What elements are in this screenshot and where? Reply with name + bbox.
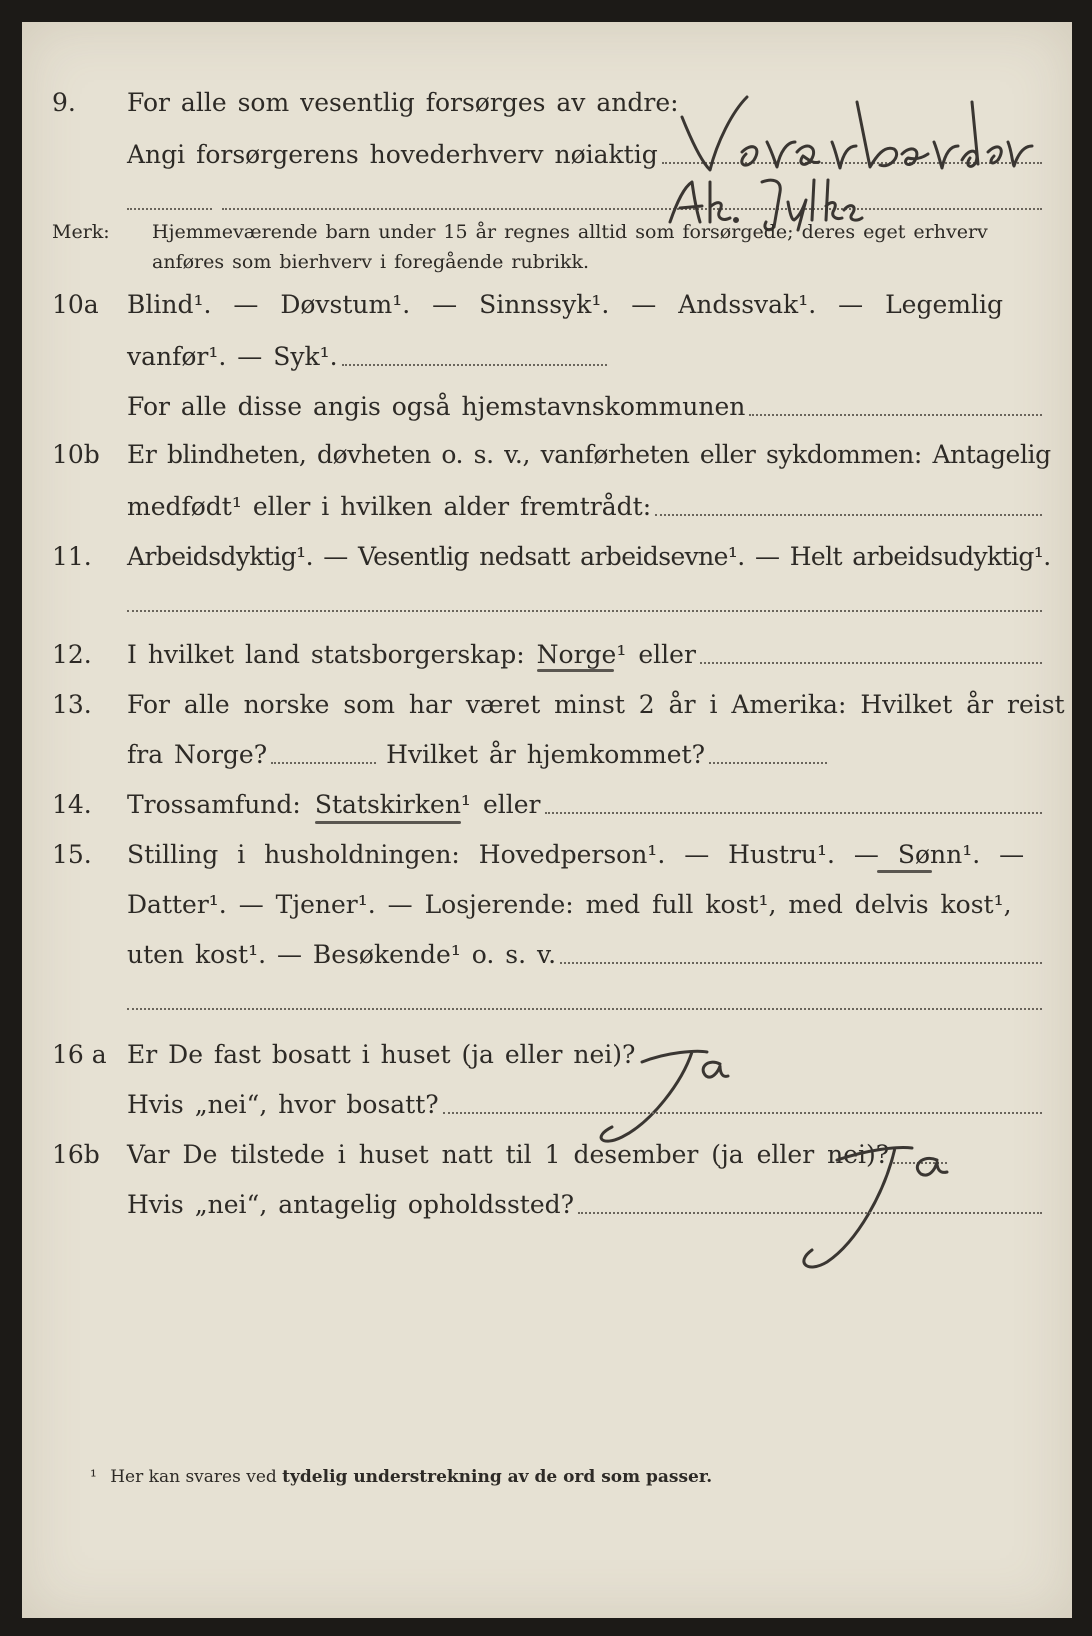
q9-text1: For alle som vesentlig forsørges av andre:	[127, 88, 679, 117]
q16b-text1: Var De tilstede i huset natt til 1 desember (ja eller nei)?	[127, 1140, 890, 1169]
q10b-text2: medfødt¹ eller i hvilken alder fremtrådt:	[127, 492, 652, 521]
q14-answer-line	[545, 812, 1043, 814]
q12-word: Norge¹	[536, 640, 627, 669]
q12-text-post: eller	[638, 640, 696, 669]
q13-number: 13.	[52, 690, 92, 719]
q14-underline-mark	[315, 821, 461, 824]
merk-line2: anføres som bierhverv i foregående rubrikk.	[152, 251, 590, 273]
q15-line3	[127, 940, 1042, 970]
q10b-answer-line	[655, 514, 1042, 516]
q16a-text2: Hvis „nei“, hvor bosatt?	[127, 1090, 439, 1119]
q10b-text1: Er blindheten, døvheten o. s. v., vanførheten eller sykdommen: Antagelig	[127, 440, 1051, 469]
q16a-number: 16 a	[52, 1040, 107, 1069]
footnote-text: Her kan svares ved	[110, 1467, 277, 1487]
q15-text1: Stilling i husholdningen: Hovedperson¹. — Hustru¹. — Sønn¹. —	[127, 840, 1025, 869]
q9-line1	[127, 88, 687, 118]
q15-line1	[127, 840, 1042, 870]
q11-answer-line	[127, 610, 1042, 612]
q12-line1	[127, 640, 1042, 670]
q15-answer-line	[560, 962, 1042, 964]
q12-norge-underlined	[537, 640, 627, 670]
q16a-text1: Er De fast bosatt i huset (ja eller nei)?	[127, 1040, 636, 1069]
q13-left-year-line	[271, 762, 376, 764]
q16a-line1	[127, 1040, 647, 1070]
q15-number: 15.	[52, 840, 92, 869]
q14-text-pre: Trossamfund:	[127, 790, 301, 819]
q9-short-line	[127, 208, 212, 210]
q9-text2: Angi forsørgerens hovederhverv nøiaktig	[127, 140, 658, 169]
q16a-answer-line	[443, 1112, 1042, 1114]
q10a-text1: Blind¹. — Døvstum¹. — Sinnssyk¹. — Andssvak¹. — Legemlig	[127, 290, 1003, 319]
q10a-line1	[127, 290, 1042, 320]
merk-label: Merk:	[52, 221, 110, 243]
q10a-text2: vanfør¹. — Syk¹.	[127, 342, 338, 371]
q15-sonn-underline	[877, 870, 932, 873]
q12-text-pre: I hvilket land statsborgerskap:	[127, 640, 525, 669]
q11-text1: Arbeidsdyktig¹. — Vesentlig nedsatt arbeidsevne¹. — Helt arbeidsudyktig¹.	[127, 542, 1051, 571]
q13-text2b: Hvilket år hjemkommet?	[386, 740, 706, 769]
q15-extra-line	[127, 1008, 1042, 1010]
q13-text1: For alle norske som har været minst 2 år i Amerika: Hvilket år reist	[127, 690, 1065, 719]
q14-number: 14.	[52, 790, 92, 819]
q10a-number: 10a	[52, 290, 99, 319]
q11-line1	[127, 542, 1051, 572]
q10b-line1	[127, 440, 1051, 470]
q13-return-year-line	[709, 762, 827, 764]
q15-text3: uten kost¹. — Besøkende¹ o. s. v.	[127, 940, 557, 969]
q10a-text3: For alle disse angis også hjemstavnskommunen	[127, 392, 746, 421]
q14-statskirken-underlined	[315, 790, 471, 820]
q10a-line2	[127, 342, 607, 372]
q16b-text2: Hvis „nei“, antagelig opholdssted?	[127, 1190, 575, 1219]
q16b-place-line	[578, 1212, 1042, 1214]
q12-answer-line	[700, 662, 1042, 664]
q13-text2a: fra Norge?	[127, 740, 268, 769]
q15-line2	[127, 890, 1042, 920]
q9-number: 9.	[52, 88, 76, 117]
footnote	[90, 1466, 712, 1488]
q10a-sick-line	[342, 364, 607, 366]
q16b-number: 16b	[52, 1140, 100, 1169]
q10b-line2	[127, 492, 1042, 522]
q13-line1	[127, 690, 1065, 720]
q12-underline-mark	[537, 669, 615, 672]
q14-line1	[127, 790, 1042, 820]
q14-text-post: eller	[482, 790, 541, 819]
q13-line2	[127, 740, 827, 770]
q10a-line3	[127, 392, 1042, 422]
q12-number: 12.	[52, 640, 92, 669]
merk-line1: Hjemmeværende barn under 15 år regnes alltid som forsørgede; deres eget erhverv	[152, 221, 988, 243]
footnote-bold-text: tydelig understrekning av de ord som passer.	[282, 1467, 713, 1487]
q15-text2: Datter¹. — Tjener¹. — Losjerende: med full kost¹, med delvis kost¹,	[127, 890, 1012, 919]
q11-number: 11.	[52, 542, 92, 571]
q16a-line2	[127, 1090, 1042, 1120]
q10a-municipality-line	[749, 414, 1042, 416]
footnote-mark: ¹	[90, 1467, 97, 1487]
q10b-number: 10b	[52, 440, 100, 469]
census-form-page	[22, 22, 1072, 1618]
q16b-line2	[127, 1190, 1042, 1220]
q9-handwriting-answer1	[672, 82, 1042, 182]
q14-word: Statskirken¹	[314, 790, 471, 819]
